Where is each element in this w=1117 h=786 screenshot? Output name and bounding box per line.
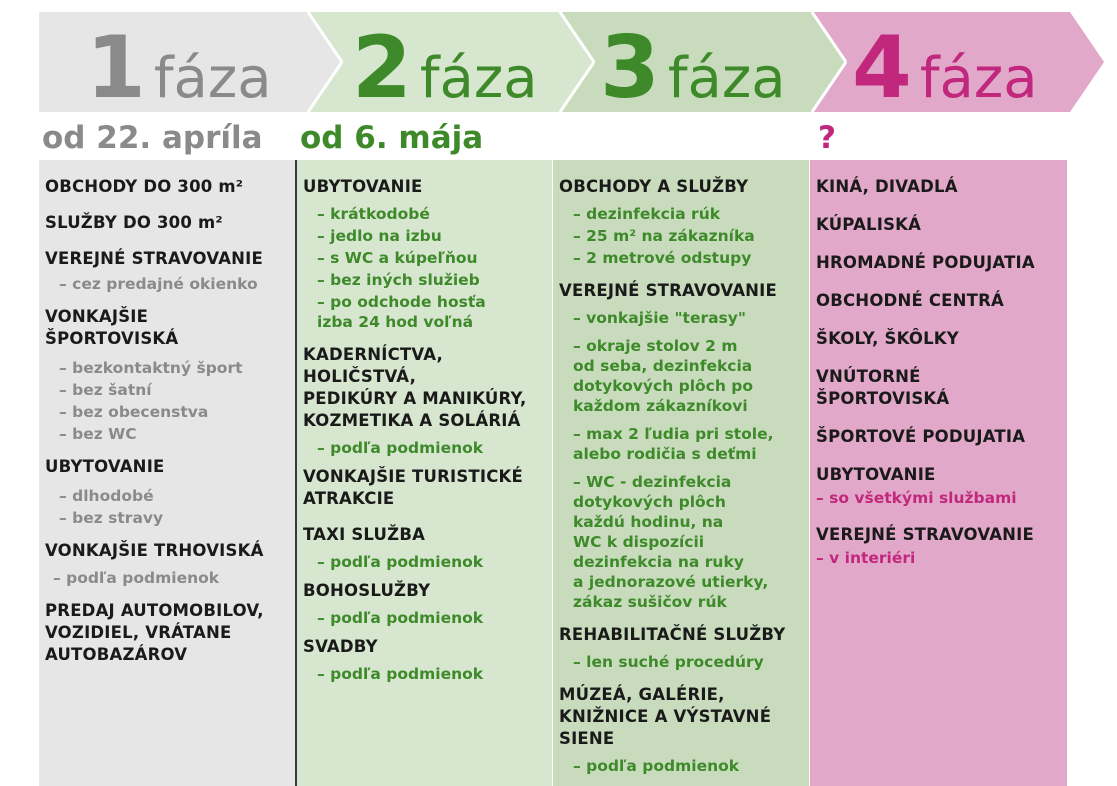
phase-2-date: od 6. mája [300, 120, 484, 156]
phase-4-date: ? [818, 120, 836, 156]
phase-3-column [553, 160, 809, 786]
item-bohosluzby: BOHOSLUŽBY [303, 581, 431, 600]
ubytovanie-condition: – so všetkými službami [816, 489, 1017, 507]
item-taxi: TAXI SLUŽBA [303, 525, 426, 544]
phase-4-column [810, 160, 1067, 786]
item-trhoviska: VONKAJŠIE TRHOVISKÁ [45, 541, 264, 560]
ubytovanie-condition: – bez iných služieb [317, 271, 480, 289]
obchody-condition: – dezinfekcia rúk [573, 205, 721, 223]
sport-condition: – bez šatní [59, 381, 152, 399]
item-ubytovanie: UBYTOVANIE [45, 457, 165, 476]
item-muzea: MÚZEÁ, GALÉRIE, KNIŽNICE A VÝSTAVNÉ SIENE [559, 685, 772, 748]
item-skoly: ŠKOLY, ŠKÔLKY [816, 329, 959, 348]
obchody-condition: – 2 metrové odstupy [573, 249, 752, 267]
phase-4-word: fáza [919, 46, 1038, 111]
phase-2-word: fáza [419, 46, 538, 111]
phase-2-column [297, 160, 552, 786]
phase-2-title [352, 18, 538, 118]
item-hromadne-podujatia: HROMADNÉ PODUJATIA [816, 253, 1035, 272]
phase-4-number: 4 [852, 18, 910, 118]
item-ubytovanie: UBYTOVANIE [816, 465, 936, 484]
taxi-condition: – podľa podmienok [317, 553, 484, 571]
ubytovanie-condition: – s WC a kúpeľňou [317, 249, 478, 267]
sport-condition: – bez WC [59, 425, 137, 443]
ubytovanie-condition: – krátkodobé [317, 205, 430, 223]
item-stravovanie-condition: – cez predajné okienko [59, 275, 258, 293]
item-kupaliska: KÚPALISKÁ [816, 215, 922, 234]
ubytovanie-condition: – po odchode hosťa izba 24 hod voľná [317, 293, 486, 331]
item-obchody-sluzby: OBCHODY A SLUŽBY [559, 177, 749, 196]
stravovanie-condition: – v interiéri [816, 549, 916, 567]
sport-condition: – bezkontaktný šport [59, 359, 243, 377]
phase-1-word: fáza [153, 46, 272, 111]
ubytovanie-condition: – jedlo na izbu [317, 227, 442, 245]
phase-1-title [86, 18, 272, 118]
item-stravovanie: VEREJNÉ STRAVOVANIE [559, 281, 777, 300]
trhoviska-condition: – podľa podmienok [53, 569, 220, 587]
phase-3-title [600, 18, 786, 118]
sport-condition: – bez obecenstva [59, 403, 209, 421]
item-automobily: PREDAJ AUTOMOBILOV, VOZIDIEL, VRÁTANE AUTOBAZÁROV [45, 601, 264, 664]
svadby-condition: – podľa podmienok [317, 665, 484, 683]
item-kina: KINÁ, DIVADLÁ [816, 177, 958, 196]
phase-1-date: od 22. apríla [42, 120, 263, 156]
item-stravovanie: VEREJNÉ STRAVOVANIE [816, 525, 1034, 544]
item-svadby: SVADBY [303, 637, 378, 656]
obchody-condition: – 25 m² na zákazníka [573, 227, 755, 245]
item-turisticke-atrakcie: VONKAJŠIE TURISTICKÉ ATRAKCIE [303, 467, 523, 508]
phase-4-title [852, 18, 1038, 118]
stravovanie-condition: – vonkajšie "terasy" [573, 309, 746, 327]
item-sportove-podujatia: ŠPORTOVÉ PODUJATIA [816, 427, 1026, 446]
item-sportoviska: VONKAJŠIE ŠPORTOVISKÁ [45, 307, 179, 348]
bohosluzby-condition: – podľa podmienok [317, 609, 484, 627]
item-stravovanie: VEREJNÉ STRAVOVANIE [45, 249, 263, 268]
stravovanie-condition: – okraje stolov 2 m od seba, dezinfekcia dotykových plôch po každom zákazníkovi [573, 337, 754, 415]
item-rehabilitacne-sluzby: REHABILITAČNÉ SLUŽBY [559, 625, 786, 644]
phase-1-number: 1 [86, 18, 144, 118]
phase-3-number: 3 [600, 18, 658, 118]
ubytovanie-condition: – dlhodobé [59, 487, 154, 505]
phase-2-number: 2 [352, 18, 410, 118]
rehab-condition: – len suché procedúry [573, 653, 764, 671]
stravovanie-condition: – WC - dezinfekcia dotykových plôch každú hodinu, na WC k dispozícii dezinfekcia na ruky a jednorazové utierky, zákaz sušičov rúk [573, 473, 769, 611]
muzea-condition: – podľa podmienok [573, 757, 740, 775]
phase-3-word: fáza [667, 46, 786, 111]
ubytovanie-condition: – bez stravy [59, 509, 164, 527]
kadernictva-condition: – podľa podmienok [317, 439, 484, 457]
item-obchodne-centra: OBCHODNÉ CENTRÁ [816, 291, 1004, 310]
item-obchody: OBCHODY DO 300 m² [45, 177, 244, 196]
phase-1-column [39, 160, 296, 786]
stravovanie-condition: – max 2 ľudia pri stole, alebo rodičia s deťmi [573, 425, 774, 463]
item-vnutorne-sportoviska: VNÚTORNÉ ŠPORTOVISKÁ [816, 367, 950, 408]
item-sluzby: SLUŽBY DO 300 m² [45, 213, 223, 232]
item-ubytovanie: UBYTOVANIE [303, 177, 423, 196]
item-kadernictva: KADERNÍCTVA, HOLIČSTVÁ, PEDIKÚRY A MANIKÚRY, KOZMETIKA A SOLÁRIÁ [303, 345, 527, 430]
